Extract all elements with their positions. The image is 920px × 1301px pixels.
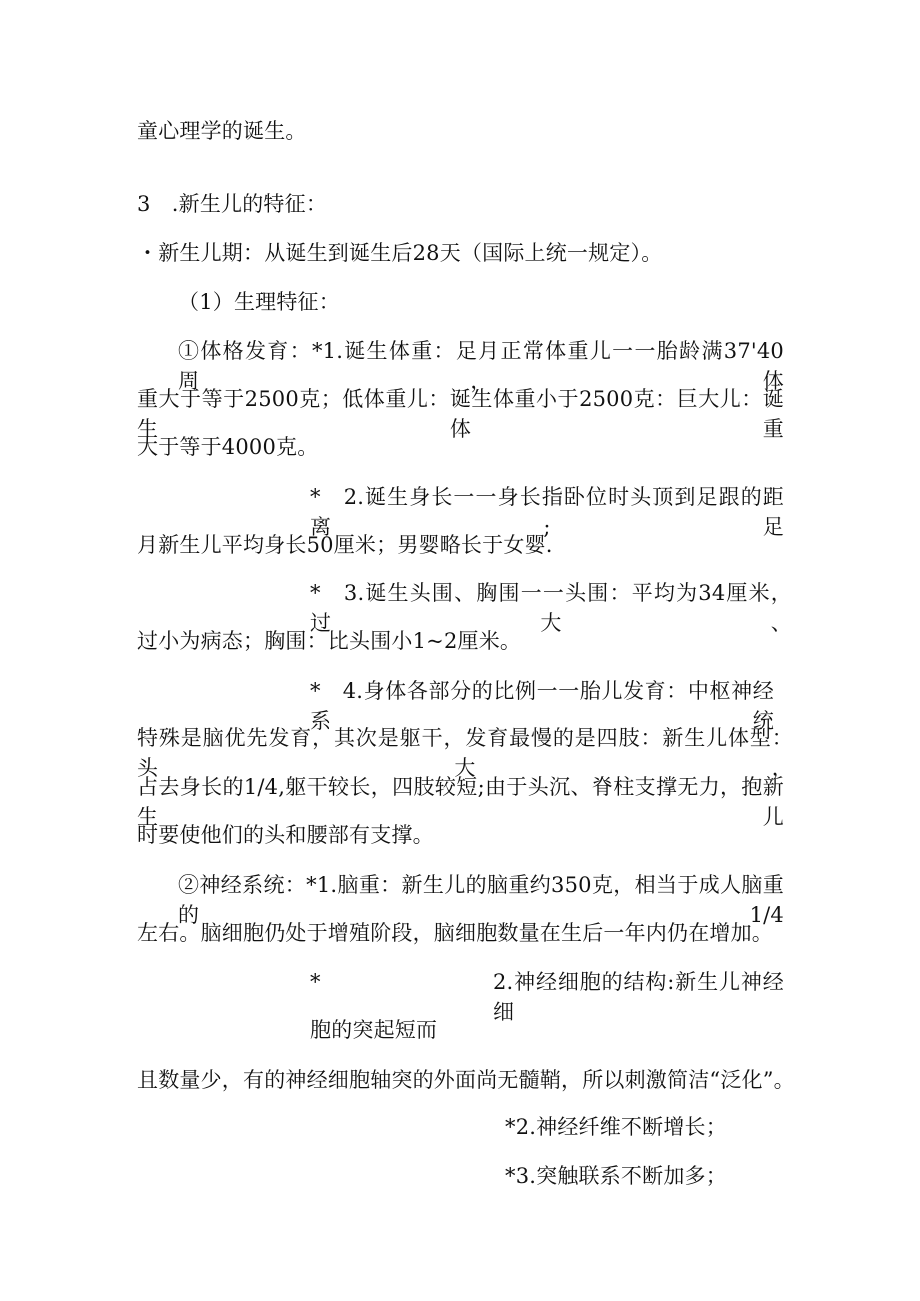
bullet-newborn-period: ・新生儿期：从诞生到诞生后28天（国际上统一规定）。 [137, 241, 663, 265]
text-line-22: *3.突触联系不断加多； [505, 1164, 727, 1188]
text-line-9: 月新生儿平均身长50厘米；男婴略长于女婴. [137, 533, 553, 557]
text-line-10: * 3.诞生头围、胸围一一头围：平均为34厘米，过大、 [310, 581, 792, 635]
text-line-21: *2.神经纤维不断增长； [505, 1115, 727, 1139]
subheading-physiological: （1）生理特征： [178, 290, 340, 314]
text-line-13: 特殊是脑优先发育，其次是躯干，发育最慢的是四肢：新生儿体型：头大， [137, 726, 793, 780]
text-line-14: 占去身长的1/4,躯干较长，四肢较短;由于头沉、脊柱支撑无力，抱新生儿 [137, 775, 784, 829]
text-line-20: 且数量少，有的神经细胞轴突的外面尚无髓鞘，所以刺激简洁“泛化”。 [137, 1068, 795, 1092]
asterisk-marker: * [310, 970, 321, 994]
text-line-16: ②神经系统：*1.脑重：新生儿的脑重约350克，相当于成人脑重的1/4 [178, 873, 784, 927]
text-line-8: * 2.诞生身长一一身长指卧位时头顶到足跟的距离;足 [310, 485, 784, 539]
text-line-5: ①体格发育：*1.诞生体重：足月正常体重儿一一胎龄满37'40周，体 [178, 339, 784, 393]
text-line-18: 2.神经细胞的结构:新生儿神经细 [493, 970, 784, 1024]
text-line-11: 过小为病态；胸围：比头围小1~2厘米。 [137, 629, 522, 653]
text-line-17: 左右。脑细胞仍处于增殖阶段，脑细胞数量在生后一年内仍在增加。 [137, 921, 773, 945]
section-heading-newborn: 3 .新生儿的特征： [137, 192, 328, 216]
text-line-6: 重大于等于2500克；低体重儿：诞生体重小于2500克：巨大儿：诞生体重 [137, 387, 784, 441]
text-line-19: 胞的突起短而 [310, 1018, 438, 1042]
text-line-1: 童心理学的诞生。 [137, 119, 307, 143]
text-line-7: 大于等于4000克。 [137, 435, 319, 459]
text-line-12: * 4.身体各部分的比例一一胎儿发育：中枢神经系统 [310, 679, 774, 733]
text-line-15: 时要使他们的头和腰部有支撑。 [137, 823, 434, 847]
